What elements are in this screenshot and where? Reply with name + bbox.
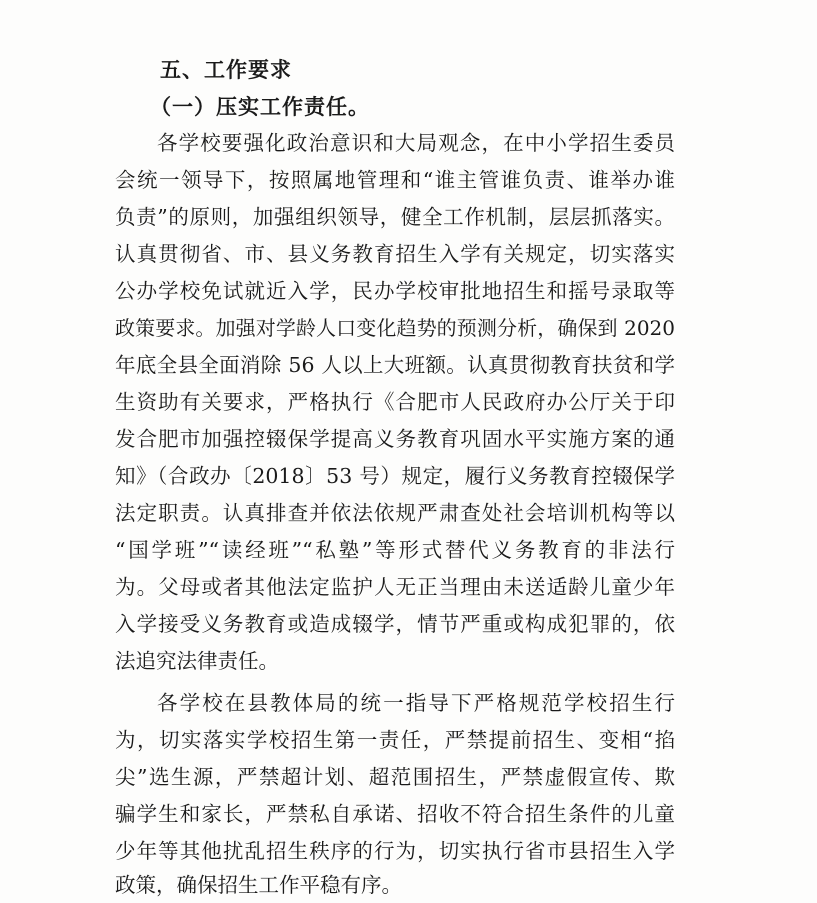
- paragraph-line: 政策要求。加强对学龄人口变化趋势的预测分析，确保到 2020: [115, 316, 675, 340]
- paragraph-line: 认真贯彻省、市、县义务教育招生入学有关规定，切实落实: [115, 242, 675, 266]
- paragraph-line: 负责”的原则，加强组织领导，健全工作机制，层层抓落实。: [115, 205, 675, 229]
- paragraph-line: 年底全县全面消除 56 人以上大班额。认真贯彻教育扶贫和学: [115, 353, 675, 377]
- paragraph-line: 法定职责。认真排查并依法依规严肃查处社会培训机构等以: [115, 501, 675, 525]
- paragraph-line: 少年等其他扰乱招生秩序的行为，切实执行省市县招生入学: [115, 839, 675, 863]
- paragraph-line: 发合肥市加强控辍保学提高义务教育巩固水平实施方案的通: [115, 427, 675, 451]
- paragraph-line: 法追究法律责任。: [115, 649, 279, 673]
- paragraph-line: 骗学生和家长，严禁私自承诺、招收不符合招生条件的儿童: [115, 802, 675, 826]
- subsection-heading: （一）压实工作责任。: [150, 95, 370, 119]
- paragraph-line: “国学班”“读经班”“私塾”等形式替代义务教育的非法行: [115, 538, 675, 562]
- paragraph-line: 为。父母或者其他法定监护人无正当理由未送适龄儿童少年: [115, 575, 675, 599]
- paragraph-line: 各学校在县教体局的统一指导下严格规范学校招生行: [157, 691, 675, 715]
- paragraph-line: 公办学校免试就近入学，民办学校审批地招生和摇号录取等: [115, 279, 675, 303]
- section-heading: 五、工作要求: [160, 58, 292, 82]
- paragraph-line: 知》（合政办〔2018〕53 号）规定，履行义务教育控辍保学: [115, 464, 675, 488]
- paragraph-line: 会统一领导下，按照属地管理和“谁主管谁负责、谁举办谁: [115, 168, 675, 192]
- paragraph-line: 入学接受义务教育或造成辍学，情节严重或构成犯罪的，依: [115, 612, 675, 636]
- paragraph-line: 生资助有关要求，严格执行《合肥市人民政府办公厅关于印: [115, 390, 675, 414]
- paragraph-line: 政策，确保招生工作平稳有序。: [115, 873, 402, 897]
- paragraph-line: 各学校要强化政治意识和大局观念，在中小学招生委员: [157, 131, 675, 155]
- paragraph-line: 尖”选生源，严禁超计划、超范围招生，严禁虚假宣传、欺: [115, 765, 675, 789]
- paragraph-line: 为，切实落实学校招生第一责任，严禁提前招生、变相“掐: [115, 728, 675, 752]
